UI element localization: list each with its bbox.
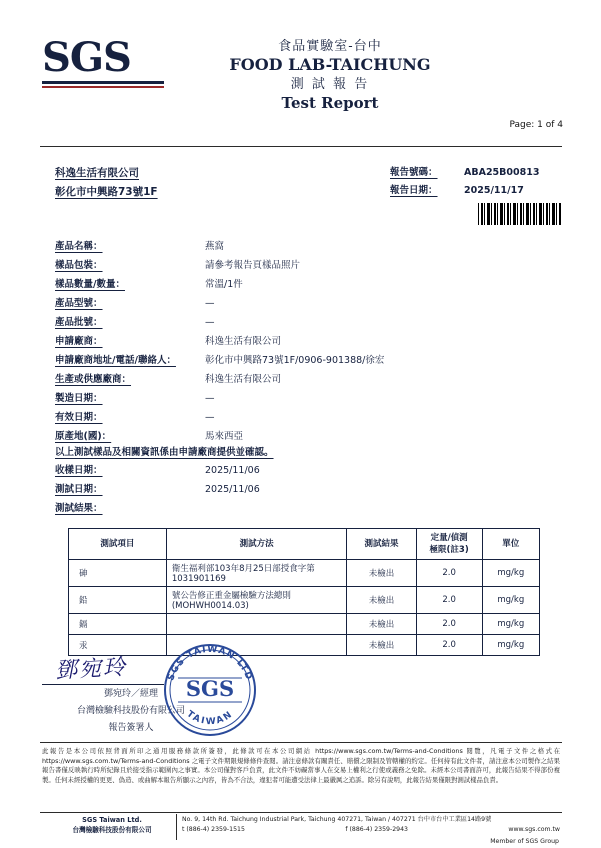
svg-text:TAIWAN: TAIWAN [184,709,236,728]
cell-item: 鎘 [69,614,167,635]
field-row [55,276,560,295]
field-value: 彰化市中興路73號1F/0906-901388/徐宏 [205,355,385,366]
field-label: 樣品包裝： [55,260,103,271]
th-limit-line2: 極限(註3) [429,545,469,555]
cell-unit: mg/kg [482,587,539,614]
cell-item: 汞 [69,635,167,656]
field-row [55,409,560,428]
field-value: 馬來西亞 [205,431,244,442]
report-date-row [390,182,570,200]
report-date-label: 報告日期： [390,185,438,196]
cell-result: 未檢出 [347,614,416,635]
field-row [55,333,560,352]
cell-item: 鉛 [69,587,167,614]
th-unit: 單位 [482,529,539,560]
cell-limit: 2.0 [416,614,482,635]
field-label: 原產地(國)： [55,431,112,442]
field-label: 製造日期： [55,393,103,404]
date-fields [55,462,560,519]
cell-unit: mg/kg [482,635,539,656]
footer-divider-bottom [40,812,562,813]
field-value: 燕窩 [205,241,225,252]
page-number: Page: 1 of 4 [509,120,563,130]
report-meta [390,164,570,200]
sgs-logo [42,36,172,94]
field-label: 產品名稱： [55,241,103,252]
date-row [55,462,560,481]
footer-divider-top [40,742,562,743]
report-no-label: 報告號碼： [390,167,438,178]
footer-company-block [42,815,182,835]
client-company: 科逸生活有限公司 [55,167,139,179]
field-row [55,390,560,409]
field-row [55,352,560,371]
field-value: 請參考報告頁樣品照片 [205,260,301,271]
footer-address: No. 9, 14th Rd. Taichung Industrial Park, Taichung 407271, Taiwan / 407271 台中市台中工業區14路9號 [182,816,492,823]
field-row [55,238,560,257]
report-date-value: 2025/11/17 [464,185,524,196]
logo-rule-dark [42,81,164,84]
signer-role: 報告簽署人 [108,723,154,733]
signature-line [42,684,164,685]
barcode-image [478,203,562,225]
sgs-logo-text: SGS [42,34,131,81]
footer-contact-row [182,825,560,835]
footer-tel: t (886-4) 2359-1515 [182,825,245,833]
field-row [55,295,560,314]
date-label: 測試日期： [55,484,103,495]
cell-result: 未檢出 [347,587,416,614]
th-result: 測試結果 [347,529,416,560]
signer-name-title: 鄧宛玲／經理 [103,689,158,699]
footer-contact-block [182,815,560,834]
client-block [55,164,158,202]
sample-note: 以上測試樣品及相關資訊係由申請廠商提供並確認。 [55,447,274,458]
cell-limit: 2.0 [416,560,482,587]
lab-name-en: FOOD LAB-TAICHUNG [229,55,431,74]
cell-result: 未檢出 [347,635,416,656]
report-title-block [180,38,480,113]
field-row [55,314,560,333]
footer-fax: f (886-4) 2359-2943 [345,825,408,833]
client-address: 彰化市中興路73號1F [55,186,158,198]
field-value: 常溫/1件 [205,279,243,290]
date-value: 2025/11/06 [205,484,260,495]
results-table [68,528,540,656]
table-row [69,560,540,587]
field-label: 生產或供應廠商： [55,374,132,385]
field-value: 科逸生活有限公司 [205,374,282,385]
field-label: 樣品數量/數量： [55,279,125,290]
field-value: — [205,317,215,328]
report-title-en: Test Report [281,94,379,112]
cell-limit: 2.0 [416,635,482,656]
date-label: 測試結果： [55,503,103,514]
cell-unit: mg/kg [482,614,539,635]
signer-company: 台灣檢驗科技股份有限公司 [76,706,185,716]
footer-member-note: Member of SGS Group [490,838,559,845]
field-row [55,371,560,390]
field-value: — [205,298,215,309]
sample-fields [55,238,560,447]
svg-text:SGS TAIWAN LTD: SGS TAIWAN LTD [166,644,254,683]
field-value: 科逸生活有限公司 [205,336,282,347]
cell-method [166,614,347,635]
table-row [69,587,540,614]
cell-limit: 2.0 [416,587,482,614]
field-label: 產品批號： [55,317,103,328]
table-row [69,635,540,656]
footer-company-en: SGS Taiwan Ltd. [82,816,142,824]
table-row [69,614,540,635]
field-label: 申請廠商地址/電話/聯絡人： [55,355,176,366]
svg-text:SGS: SGS [185,676,235,701]
footer-disclaimer: 此報告是本公司依照背面所印之通用服務條款所簽發，此條款可在本公司網站 https://www.sgs.com.tw/Terms-and-Conditions 閱覽，凡電子文件之格式在 https://www.sgs.com.tw/Terms-and-Conditions 之電子文件期限規條條件查閱。請注意條款有關責任、賠償之限制及管轄權的約定。任何持有此文件者，請注意本公司製作之結果報告書僅反映執行時所紀錄且於接受指示範圍內之事實。本公司僅對客戶負責，此文件不妨礙當事人在交易上權利之行使或義務之免除。未經本公司書面許可，此報告結果不得部份複製。任何未經授權的更更、偽造、或曲解本報告所顯示之內容，皆為不合法，違犯者可能遭受法律上最嚴厲之追訴。除另有說明，此報告結果僅限對測試樣品負責。 [42,747,560,784]
table-header-row [69,529,540,560]
cell-method: 衛生福利部103年8月25日部授食字第1031901169 [166,560,347,587]
cell-item: 砷 [69,560,167,587]
cell-method: 號公告修正重金屬檢驗方法總則(MOHWH0014.03) [166,587,347,614]
handwritten-signature: 鄧宛玲 [54,655,128,684]
logo-rule-red [42,86,164,88]
cell-result: 未檢出 [347,560,416,587]
th-method: 測試方法 [166,529,347,560]
field-row [55,257,560,276]
th-limit [416,529,482,560]
field-label: 有效日期： [55,412,103,423]
sgs-round-stamp [160,640,260,740]
report-no-row [390,164,570,182]
report-title-cn: 測 試 報 告 [290,77,370,92]
date-row [55,500,560,519]
header-divider [40,146,562,147]
date-value: 2025/11/06 [205,465,260,476]
date-row [55,481,560,500]
report-no-value: ABA25B00813 [464,167,540,178]
th-item: 測試項目 [69,529,167,560]
footer-company-cn: 台灣檢驗科技股份有限公司 [72,826,152,834]
field-value: — [205,393,215,404]
lab-name-cn: 食品實驗室-台中 [278,39,382,54]
date-label: 收樣日期： [55,465,103,476]
field-label: 產品型號： [55,298,103,309]
footer-website[interactable]: www.sgs.com.tw [508,825,560,833]
th-limit-line1: 定量/偵測 [430,533,468,543]
cell-unit: mg/kg [482,560,539,587]
field-value: — [205,412,215,423]
field-label: 申請廠商： [55,336,103,347]
